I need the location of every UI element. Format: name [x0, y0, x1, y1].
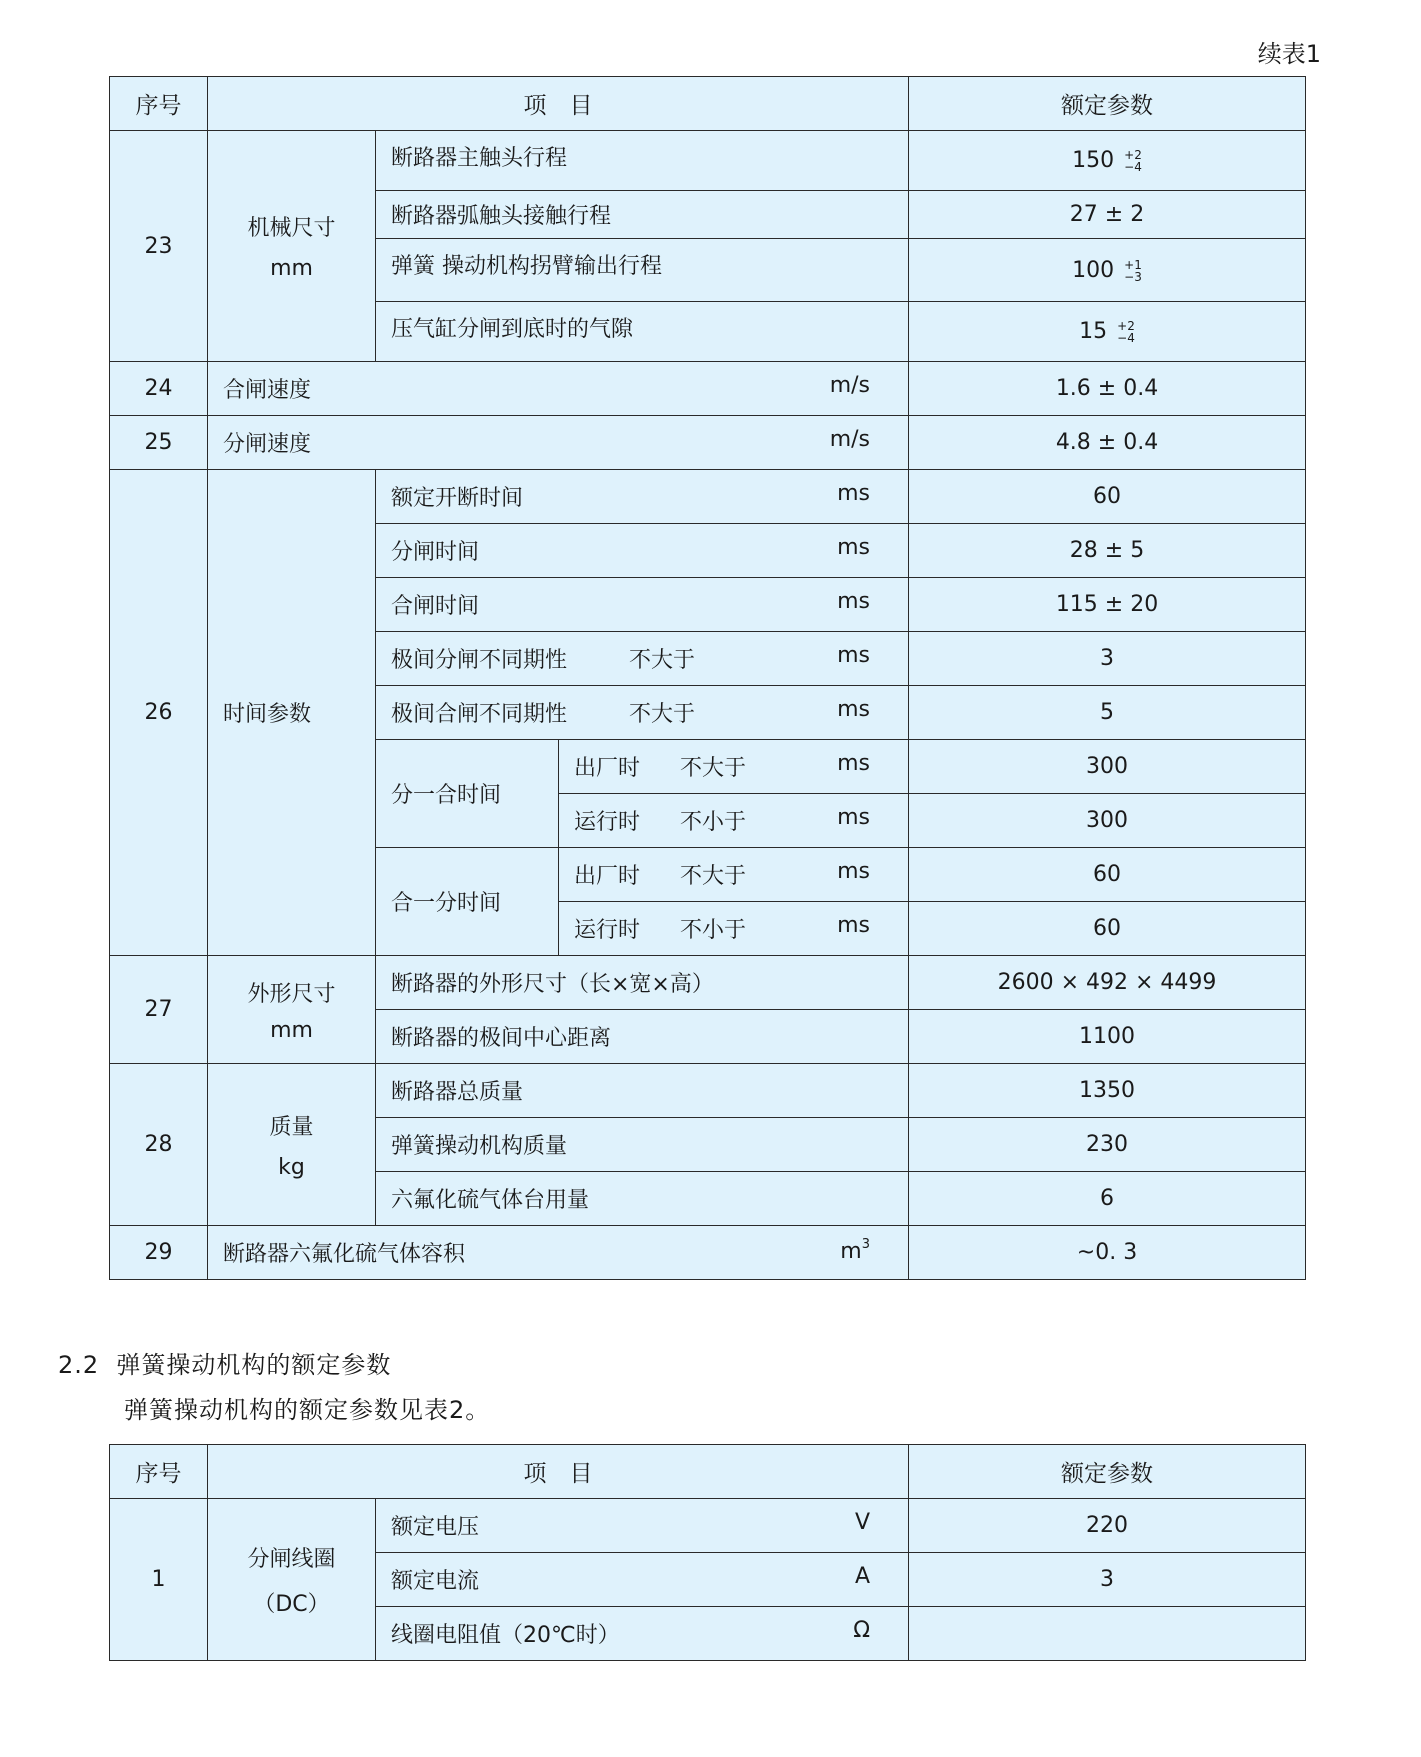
subgroup-label: 分一合时间 — [376, 740, 559, 848]
row-number: 24 — [110, 362, 208, 416]
table-header-row — [110, 77, 1306, 131]
item-value: 1100 — [909, 1010, 1306, 1064]
item-label: 断路器主触头行程 — [376, 131, 909, 191]
item-unit: ms — [837, 751, 871, 776]
item-unit: ms — [837, 859, 871, 884]
item-label: 断路器的外形尺寸（长×宽×高） — [376, 956, 909, 1010]
item-unit: ms — [837, 589, 871, 614]
item-unit: $m^3$ — [840, 1237, 871, 1264]
item-condition: 不大于 — [680, 756, 747, 781]
group-title: 外形尺寸 — [247, 981, 336, 1007]
group-cell — [208, 956, 376, 1064]
item-label: 合闸时间 ms — [376, 578, 909, 632]
item-value: 3 — [909, 632, 1306, 686]
item-value: 1.6 ± 0.4 — [909, 362, 1306, 416]
tolerance: +1 −3 — [1124, 257, 1142, 284]
item-unit: V — [854, 1510, 871, 1535]
item-value: 15 +2 −4 — [909, 302, 1306, 362]
row-number: 25 — [110, 416, 208, 470]
item-value: 60 — [909, 902, 1306, 956]
item-label: 额定电流 A — [376, 1553, 909, 1607]
table-row — [110, 362, 1306, 416]
table-row — [110, 416, 1306, 470]
item-condition: 不小于 — [680, 810, 747, 835]
table-row — [110, 956, 1306, 1010]
table-header-row — [110, 1445, 1306, 1499]
item-label: 出厂时 不大于 ms — [559, 848, 909, 902]
section-heading: 2.2 弹簧操动机构的额定参数 — [58, 1351, 392, 1379]
table-row — [110, 131, 1306, 191]
item-value: 220 — [909, 1499, 1306, 1553]
table-row — [110, 470, 1306, 524]
item-label: 断路器的极间中心距离 — [376, 1010, 909, 1064]
group-cell — [208, 1499, 376, 1661]
header-no: 序号 — [110, 77, 208, 131]
item-label: 断路器六氟化硫气体容积 $m^3$ — [208, 1226, 909, 1280]
item-label: 分闸速度 m/s — [208, 416, 909, 470]
item-label: 六氟化硫气体台用量 — [376, 1172, 909, 1226]
item-unit: Ω — [853, 1618, 871, 1643]
item-label: 运行时 不小于 ms — [559, 794, 909, 848]
item-value: 150 +2 −4 — [909, 131, 1306, 191]
item-label: 极间合闸不同期性 不大于 ms — [376, 686, 909, 740]
spring-mechanism-table — [109, 1444, 1306, 1661]
row-number: 27 — [110, 956, 208, 1064]
item-condition: 不大于 — [680, 864, 747, 889]
group-unit: （DC） — [253, 1591, 330, 1617]
group-unit: mm — [270, 256, 313, 281]
header-no: 序号 — [110, 1445, 208, 1499]
group-title: 质量 — [269, 1114, 314, 1140]
item-unit: A — [854, 1564, 871, 1589]
item-value: 6 — [909, 1172, 1306, 1226]
row-number: 23 — [110, 131, 208, 362]
item-value: 27 ± 2 — [909, 191, 1306, 239]
item-value: 28 ± 5 — [909, 524, 1306, 578]
item-label: 分闸时间 ms — [376, 524, 909, 578]
group-title: 机械尺寸 — [247, 216, 336, 241]
item-value: 230 — [909, 1118, 1306, 1172]
item-label: 线圈电阻值（20℃时） Ω — [376, 1607, 909, 1661]
group-unit: mm — [270, 1017, 313, 1043]
item-label: 断路器总质量 — [376, 1064, 909, 1118]
header-value: 额定参数 — [909, 1445, 1306, 1499]
item-value: 300 — [909, 740, 1306, 794]
row-number: 1 — [110, 1499, 208, 1661]
item-unit: m/s — [829, 427, 871, 452]
item-unit: ms — [837, 535, 871, 560]
rated-parameters-table — [109, 76, 1306, 1280]
group-cell — [208, 131, 376, 362]
item-value: 2600 × 492 × 4499 — [909, 956, 1306, 1010]
table-row — [110, 1064, 1306, 1118]
item-value: ~0. 3 — [909, 1226, 1306, 1280]
item-condition: 不大于 — [629, 702, 696, 727]
group-unit: kg — [278, 1154, 305, 1180]
item-unit: ms — [837, 643, 871, 668]
item-label: 额定开断时间 ms — [376, 470, 909, 524]
item-value: 115 ± 20 — [909, 578, 1306, 632]
item-value: 300 — [909, 794, 1306, 848]
item-label: 弹簧操动机构质量 — [376, 1118, 909, 1172]
tolerance: +2 −4 — [1117, 319, 1135, 345]
item-value: 5 — [909, 686, 1306, 740]
section-body: 弹簧操动机构的额定参数见表2。 — [124, 1396, 491, 1424]
item-label: 出厂时 不大于 ms — [559, 740, 909, 794]
item-label: 运行时 不小于 ms — [559, 902, 909, 956]
item-label: 弹簧 操动机构拐臂输出行程 — [376, 239, 909, 302]
group-cell — [208, 1064, 376, 1226]
group-title: 分闸线圈 — [247, 1546, 336, 1572]
row-number: 26 — [110, 470, 208, 956]
row-number: 28 — [110, 1064, 208, 1226]
item-value: 3 — [909, 1553, 1306, 1607]
item-label: 压气缸分闸到底时的气隙 — [376, 302, 909, 362]
item-unit: ms — [837, 697, 871, 722]
header-value: 额定参数 — [909, 77, 1306, 131]
item-unit: ms — [837, 913, 871, 938]
item-condition: 不大于 — [629, 648, 696, 673]
table-row — [110, 1499, 1306, 1553]
item-label: 额定电压 V — [376, 1499, 909, 1553]
item-unit: m/s — [829, 373, 871, 398]
item-value: 1350 — [909, 1064, 1306, 1118]
header-item: 项 目 — [208, 1445, 909, 1499]
group-title: 时间参数 — [208, 470, 376, 956]
tolerance: +2 −4 — [1124, 148, 1142, 174]
item-label: 合闸速度 m/s — [208, 362, 909, 416]
item-value: 60 — [909, 848, 1306, 902]
item-value: 60 — [909, 470, 1306, 524]
item-condition: 不小于 — [680, 918, 747, 943]
item-unit: ms — [837, 805, 871, 830]
subgroup-label: 合一分时间 — [376, 848, 559, 956]
row-number: 29 — [110, 1226, 208, 1280]
table-row — [110, 1226, 1306, 1280]
item-value: 4.8 ± 0.4 — [909, 416, 1306, 470]
continuation-label: 续表1 — [1257, 40, 1321, 68]
item-label: 极间分闸不同期性 不大于 ms — [376, 632, 909, 686]
item-label: 断路器弧触头接触行程 — [376, 191, 909, 239]
item-unit: ms — [837, 481, 871, 506]
item-value: 100 +1 −3 — [909, 239, 1306, 302]
item-value — [909, 1607, 1306, 1661]
header-item: 项 目 — [208, 77, 909, 131]
